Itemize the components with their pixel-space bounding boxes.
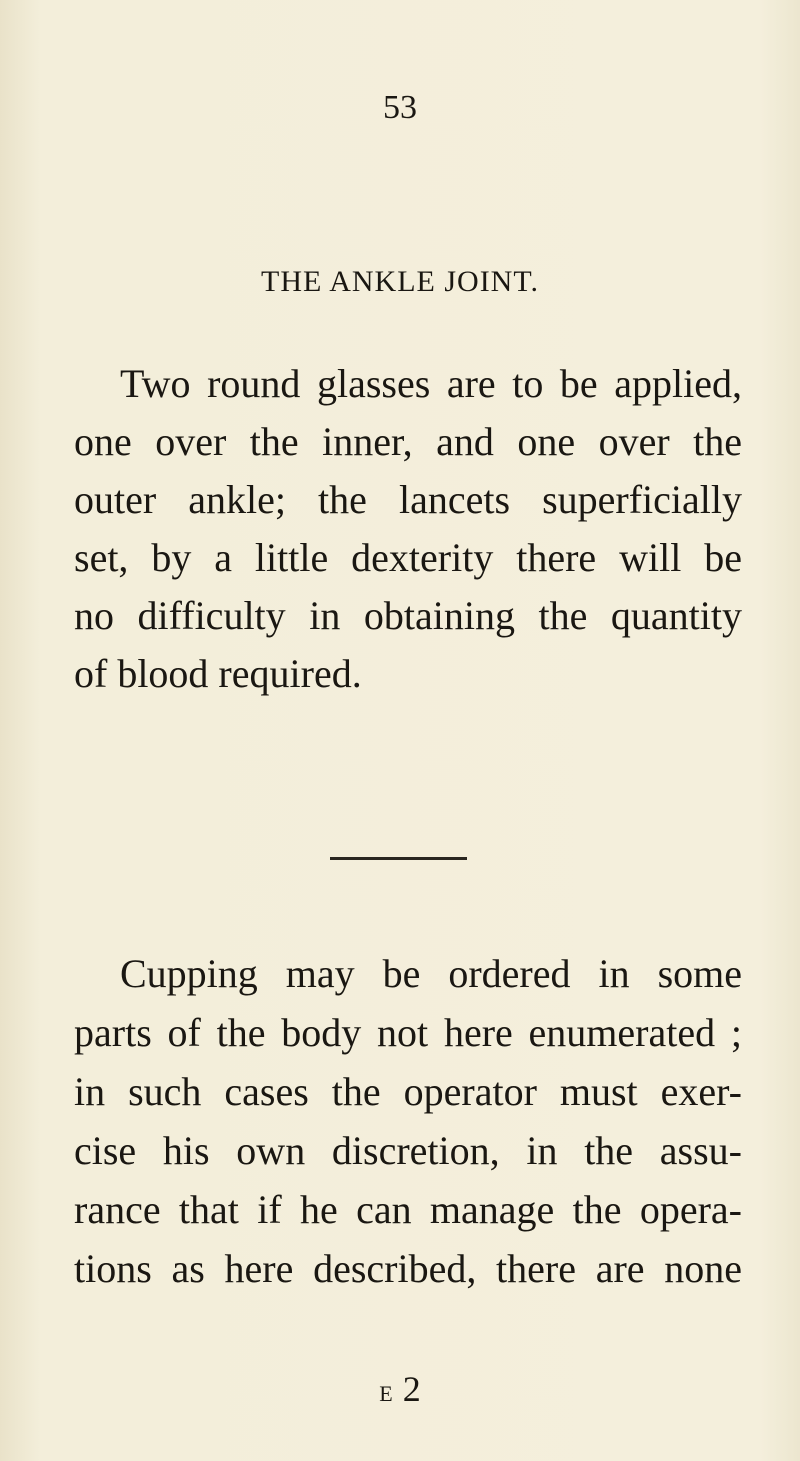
- paragraph-line: parts of the body not here enumerated ;: [74, 1010, 742, 1055]
- section-heading: THE ANKLE JOINT.: [261, 265, 539, 298]
- signature-mark: [0, 1369, 800, 1414]
- paragraph-line: one over the inner, and one over the: [74, 419, 742, 464]
- paragraph-line: rance that if he can manage the opera-: [74, 1187, 742, 1232]
- paragraph-line: outer ankle; the lancets superficially: [74, 477, 742, 522]
- paragraph-line: Cupping may be ordered in some: [120, 951, 742, 996]
- paragraph-line: cise his own discretion, in the assu-: [74, 1128, 742, 1173]
- paragraph-line: tions as here described, there are none: [74, 1246, 742, 1291]
- page-number: 53: [383, 89, 417, 126]
- paragraph-line: of blood required.: [74, 651, 362, 696]
- paragraph-line: in such cases the operator must exer-: [74, 1069, 742, 1114]
- paragraph-line: no difficulty in obtaining the quantity: [74, 593, 742, 638]
- signature-number: 2: [402, 1369, 421, 1409]
- paragraph-line: Two round glasses are to be applied,: [120, 361, 742, 406]
- section-divider: [330, 857, 467, 860]
- signature-letter: E: [379, 1381, 394, 1406]
- paragraph-line: set, by a little dexterity there will be: [74, 535, 742, 580]
